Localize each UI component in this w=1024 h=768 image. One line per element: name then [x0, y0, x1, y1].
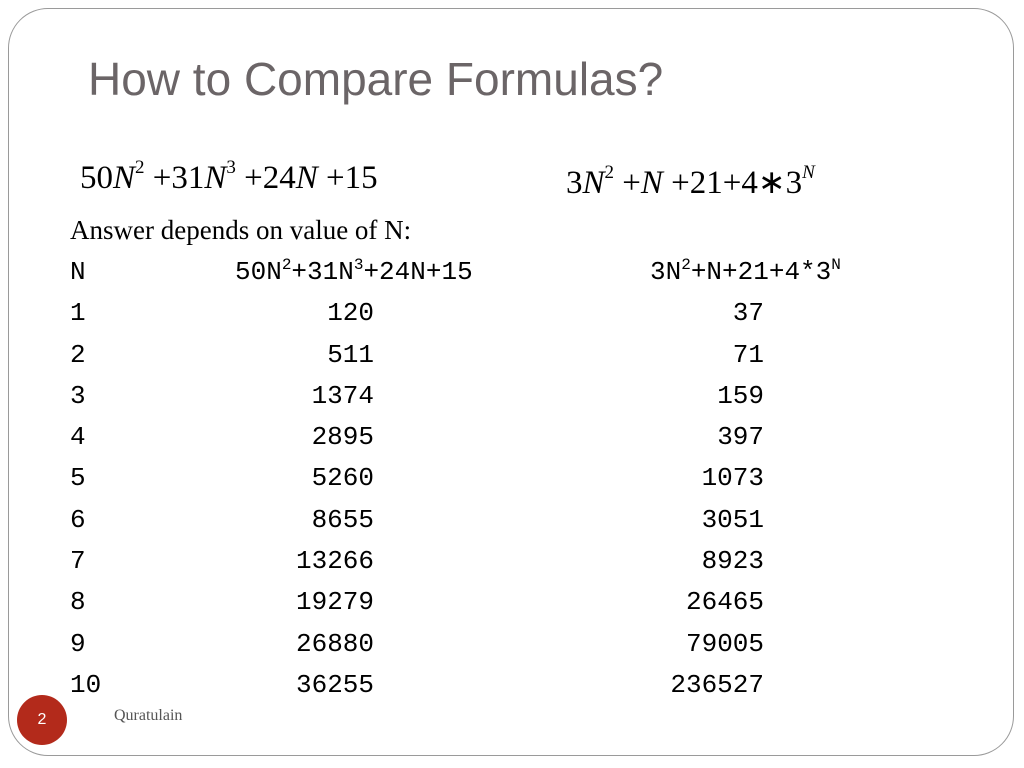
table-row	[70, 458, 770, 499]
header-n: N	[70, 257, 86, 287]
comparison-table	[70, 252, 841, 706]
formula-b-op2: +	[671, 165, 690, 201]
header-b-part1: 3N	[650, 257, 682, 287]
formula-b-var1: N	[582, 165, 605, 201]
header-a-sup1: 2	[281, 256, 292, 274]
formula-b-op3: +	[722, 165, 742, 201]
formula-b-mul: ∗	[757, 165, 786, 201]
row-n-cell: 6	[70, 504, 86, 535]
formula-b-exp1: 2	[604, 162, 615, 183]
row-formula-b-cell: 1073	[701, 463, 764, 494]
page-number: 2	[37, 711, 47, 728]
table-row	[70, 293, 770, 334]
row-n-cell: 7	[70, 546, 86, 577]
row-formula-b-cell: 236527	[670, 669, 764, 700]
table-row	[70, 376, 770, 417]
row-n-cell: 5	[70, 463, 86, 494]
row-formula-b-cell: 159	[717, 380, 764, 411]
row-n-cell: 4	[70, 422, 86, 453]
slide-title: How to Compare Formulas?	[88, 53, 664, 105]
row-formula-b-cell: 37	[732, 298, 764, 329]
header-formula-a	[235, 252, 473, 293]
row-formula-b-cell: 3051	[701, 504, 764, 535]
row-formula-b-cell: 79005	[685, 628, 764, 659]
row-formula-b-cell: 71	[732, 339, 764, 370]
row-formula-b-cell: 397	[717, 422, 764, 453]
formula-a-var2: N	[204, 160, 227, 196]
formula-a-var1: N	[113, 160, 136, 196]
table-row	[70, 624, 770, 665]
header-b-sup2: N	[831, 256, 841, 274]
table-body	[70, 293, 770, 706]
table-row	[70, 417, 770, 458]
header-b-part2: +N+21+4*3	[690, 257, 832, 287]
formula-b-coef1: 3	[566, 165, 583, 201]
formula-b-op1: +	[622, 165, 641, 201]
row-formula-a-cell: 26880	[295, 628, 374, 659]
page-number-badge	[17, 695, 67, 745]
header-a-sup2: 3	[353, 256, 364, 274]
formula-b-base: 3	[785, 165, 803, 201]
footer-author: Quratulain	[114, 707, 183, 724]
row-formula-a-cell: 5260	[311, 463, 374, 494]
row-n-cell: 10	[70, 669, 102, 700]
table-row	[70, 582, 770, 623]
row-formula-a-cell: 511	[327, 339, 374, 370]
row-formula-a-cell: 8655	[311, 504, 374, 535]
formula-b-coef3: 4	[741, 165, 758, 201]
formula-a-op3: +	[326, 160, 345, 196]
formula-b	[566, 162, 815, 202]
formula-a-coef2: 31	[171, 160, 205, 196]
formula-a-const: 15	[344, 160, 378, 196]
row-n-cell: 1	[70, 298, 86, 329]
row-formula-a-cell: 36255	[295, 669, 374, 700]
formula-a-exp1: 2	[135, 157, 145, 178]
formula-b-const1: 21	[689, 165, 723, 201]
row-formula-a-cell: 19279	[295, 587, 374, 618]
row-formula-a-cell: 120	[327, 298, 374, 329]
row-n-cell: 2	[70, 339, 86, 370]
row-formula-a-cell: 13266	[295, 546, 374, 577]
formula-a-exp2: 3	[226, 157, 236, 178]
formula-a-coef1: 50	[80, 160, 113, 196]
formula-a-op1: +	[152, 160, 172, 196]
formula-a-coef3: 24	[262, 160, 296, 196]
row-n-cell: 9	[70, 628, 86, 659]
table-row	[70, 335, 770, 376]
row-formula-b-cell: 26465	[685, 587, 764, 618]
header-a-part2: +31N	[291, 257, 354, 287]
formula-b-exp3: N	[802, 162, 815, 183]
table-row	[70, 665, 770, 706]
formula-a	[80, 157, 378, 197]
formula-a-var3: N	[295, 160, 318, 196]
row-n-cell: 8	[70, 587, 86, 618]
row-formula-a-cell: 2895	[311, 422, 374, 453]
formula-b-var2: N	[640, 165, 663, 201]
header-b-sup1: 2	[681, 256, 691, 274]
table-row	[70, 541, 770, 582]
table-row	[70, 500, 770, 541]
row-formula-b-cell: 8923	[701, 546, 764, 577]
row-n-cell: 3	[70, 380, 86, 411]
header-formula-b	[650, 252, 841, 293]
table-header-row	[70, 252, 841, 293]
header-a-part3: +24N+15	[363, 257, 473, 287]
intro-text: Answer depends on value of N:	[70, 215, 412, 245]
formula-a-op2: +	[244, 160, 263, 196]
row-formula-a-cell: 1374	[311, 380, 374, 411]
header-a-part1: 50N	[235, 257, 282, 287]
